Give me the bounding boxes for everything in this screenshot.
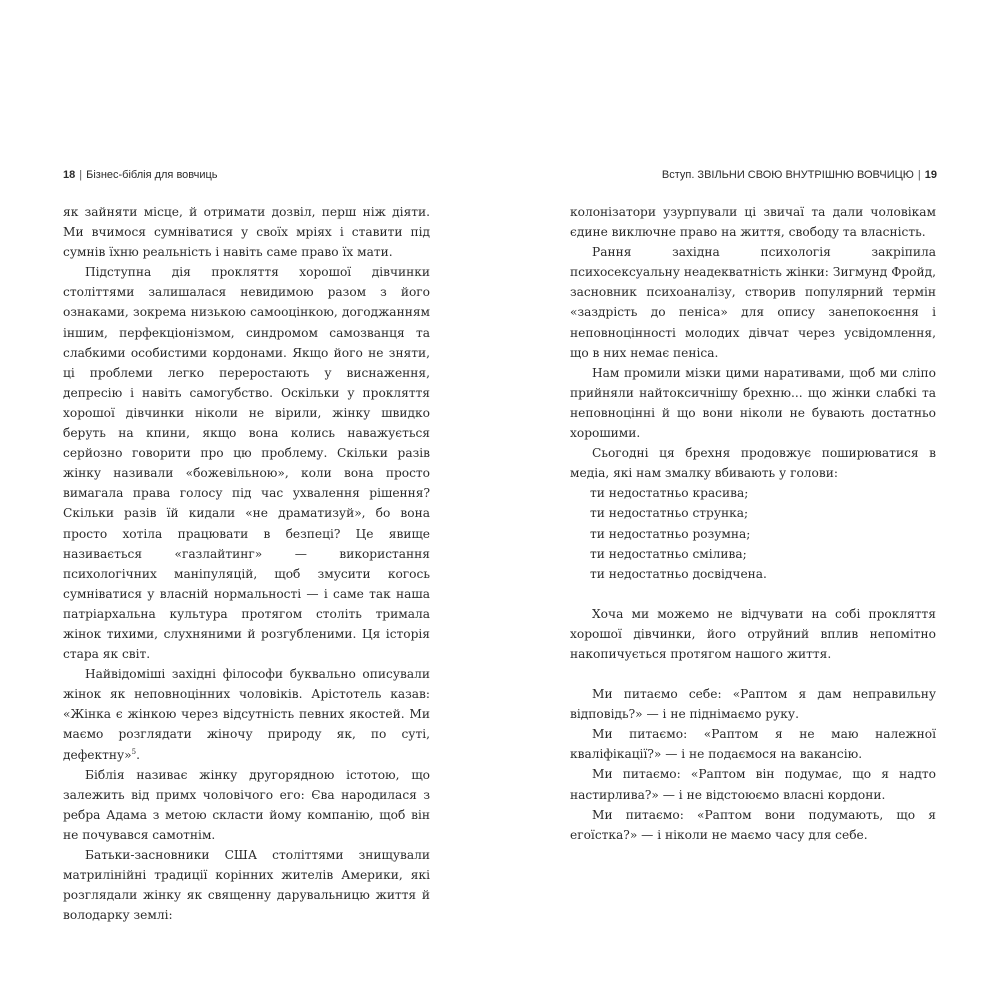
- left-running-title: Бізнес-біблія для вовчиць: [86, 169, 218, 181]
- paragraph: як зайняти місце, й отримати дозвіл, перш ніж діяти. Ми вчимося сумніватися у своїх мріях і ставити під сумнів їхню реальність і навіть саме право їх мати.: [63, 205, 430, 260]
- question-paragraph: Ми питаємо: «Раптом він подумає, що я надто настирлива?» — і не відстоюємо власні кордони.: [570, 767, 936, 802]
- left-page-number: 18: [63, 169, 76, 181]
- list-item: ти недостатньо досвідчена.: [590, 566, 767, 581]
- paragraph: Нам промили мізки цими наративами, щоб ми сліпо прийняли найтоксичнішу брехню... що жінки слабкі та неповноцінні й що вони ніколи не бувають достатньо хорошими.: [570, 365, 936, 441]
- question-paragraph: Ми питаємо: «Раптом я не маю належної кваліфікації?» — і не подаємося на вакансію.: [570, 727, 936, 762]
- left-page-header: [63, 169, 218, 181]
- spacer: [570, 664, 936, 684]
- header-separator: |: [79, 169, 83, 181]
- list-item: ти недостатньо красива;: [590, 486, 749, 501]
- question-paragraph: Ми питаємо: «Раптом вони подумають, що я егоїстка?» — і ніколи не маємо часу для себе.: [570, 807, 936, 842]
- spacer: [570, 584, 936, 604]
- right-running-title: Вступ. ЗВІЛЬНИ СВОЮ ВНУТРІШНЮ ВОВЧИЦЮ: [661, 169, 914, 181]
- paragraph: Підступна дія прокляття хорошої дівчинки століттями залишалася невидимою разом з його ознаками, зокрема низькою самооцінкою, догоджанням іншим, перфекціонізмом, синдромом самозванця та слабкими особистими кордонами. Якщо його не зняти, ці проблеми легко переростають у виснаження, депресію і навіть самогубство. Оскільки у прокляття хорошої дівчинки ніколи не вірили, жінку швидко беруть на кпини, якщо вона колись наважується серйозно говорити про цю проблему. Скільки разів жінку називали «божевільною», коли вона просто вимагала права голосу під час ухвалення рішення? Скільки разів їй кидали «не драматизуй», бо вона просто хотіла працювати в безпеці? Це явище називається «газлайтинг» — використання психологічних маніпуляцій, щоб змусити когось сумніватися у власній нормальності — і саме так наша патріархальна культура протягом століть тримала жінок тихими, слухняними й розгубленими. Ця історія стара як світ.: [63, 265, 430, 662]
- right-page-header: [662, 169, 937, 181]
- paragraph: Біблія називає жінку другорядною істотою, що залежить від примх чоловічого его: Єва народилася з ребра Адама з метою скласти йому компанію, щоб він не почувався самотнім.: [63, 767, 430, 842]
- list-item: ти недостатньо струнка;: [590, 506, 749, 521]
- right-page-number: 19: [924, 169, 937, 181]
- header-separator: |: [917, 169, 921, 181]
- paragraph-with-footnote: [63, 664, 430, 764]
- paragraph: Сьогодні ця брехня продовжує поширюватися в медіа, які нам змалку вбивають у голови:: [570, 446, 936, 481]
- paragraph: Хоча ми можемо не відчувати на собі прокляття хорошої дівчинки, його отруйний вплив непомітно накопичується протягом нашого життя.: [570, 606, 936, 661]
- paragraph: Рання західна психологія закріпила психосексуальну неадекватність жінки: Зигмунд Фройд, засновник психоаналізу, створив популярний термін «заздрість до пеніса» для опису занепокоєння і неповноцінності молодих дівчат через усвідомлення, що в них немає пеніса.: [570, 245, 936, 360]
- footnote-mark: 5: [131, 747, 137, 756]
- right-page-body: [570, 202, 936, 845]
- left-page-body: [63, 202, 430, 925]
- paragraph: Батьки-засновники США століттями знищували матрилінійні традиції корінних жителів Америки, які розглядали жінку як священну дарувальницю життя й володарку землі:: [63, 848, 430, 923]
- footnote-tail: .: [136, 747, 140, 762]
- paragraph-text: Найвідоміші західні філософи буквально описували жінок як неповноцінних чоловіків. Арістотель казав: «Жінка є жінкою через відсутність певних якостей. Ми маємо розглядати жіночу природу як, по суті, дефектну»: [63, 667, 430, 762]
- question-paragraph: Ми питаємо себе: «Раптом я дам неправильну відповідь?» — і не піднімаємо руку.: [570, 687, 936, 722]
- list-item: ти недостатньо смілива;: [590, 546, 747, 561]
- paragraph: колонізатори узурпували ці звичаї та дали чоловікам єдине виключне право на життя, свободу та власність.: [570, 205, 936, 240]
- list-item: ти недостатньо розумна;: [590, 526, 751, 541]
